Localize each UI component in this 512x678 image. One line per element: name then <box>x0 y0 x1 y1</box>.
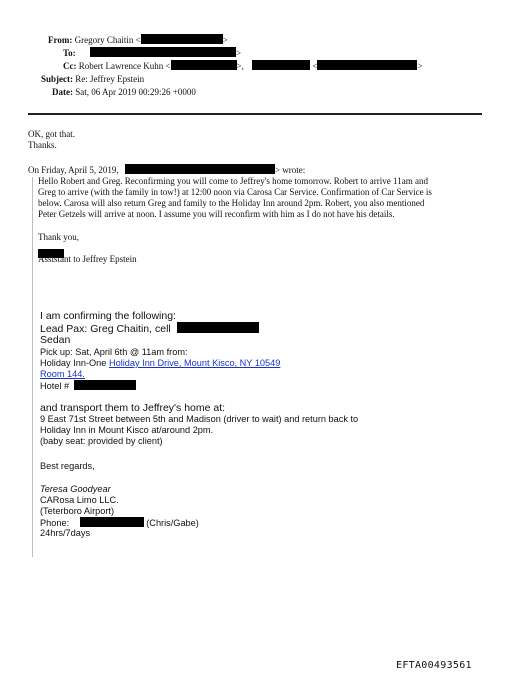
cc-line: Cc: Robert Lawrence Kuhn < >, < > <box>63 61 423 71</box>
hotel-prefix: Holiday Inn-One <box>40 358 109 368</box>
reply-line-1: OK, got that. <box>28 129 75 139</box>
quoted-body-line: below. Carosa will also return Greg and family to the Holiday Inn around 2pm. Robert, you also mentioned <box>38 198 425 208</box>
date-label: Date: <box>52 87 73 97</box>
quoted-body-line: Greg to arrive (with the family in tow!) at 12:00 noon via Carosa Car Service. Confirmation of Car Service is <box>38 187 432 197</box>
from-name: Gregory Chaitin < <box>74 35 141 45</box>
phone-names: (Chris/Gabe) <box>146 518 199 528</box>
confirm-heading: I am confirming the following: <box>40 310 176 322</box>
redaction <box>141 34 223 44</box>
date-line <box>52 86 196 99</box>
signoff-thanks: Thank you, <box>38 232 79 242</box>
pickup: Pick up: Sat, April 6th @ 11am from: <box>40 347 188 357</box>
quoted-body-line: Peter Getzels will arrive at noon. I assume you will reconfirm with him as I do not have his details. <box>38 209 395 219</box>
from-line: From: Gregory Chaitin < > <box>48 35 228 45</box>
lead-pax-text: Lead Pax: Greg Chaitin, cell <box>40 323 171 335</box>
quoted-intro-suffix: > wrote: <box>274 165 306 175</box>
subject-label: Subject: <box>41 74 73 84</box>
lead-pax <box>40 322 259 335</box>
baby-seat: (baby seat: provided by client) <box>40 436 163 446</box>
header-divider <box>28 113 482 115</box>
redaction <box>317 60 417 70</box>
hours: 24hrs/7days <box>40 528 91 538</box>
quoted-intro-prefix: On Friday, April 5, 2019, <box>28 165 119 175</box>
redaction <box>125 164 275 174</box>
hotel-number-label: Hotel # <box>40 381 70 391</box>
redaction <box>177 322 259 333</box>
date-text: Sat, 06 Apr 2019 00:29:26 +0000 <box>75 87 196 97</box>
return: Holiday Inn in Mount Kisco at/around 2pm. <box>40 425 214 435</box>
document-id: EFTA00493561 <box>396 660 472 671</box>
phone-label: Phone: <box>40 518 70 528</box>
from-label: From: <box>48 35 73 45</box>
subject-text: Re: Jeffrey Epstein <box>75 74 145 84</box>
room-link[interactable]: Room 144. <box>40 369 85 379</box>
signoff-title: Assistant to Jeffrey Epstein <box>38 254 137 264</box>
hotel-address <box>40 358 280 369</box>
redaction <box>171 60 237 70</box>
to-line: To: > <box>63 48 242 58</box>
to-label: To: <box>63 48 76 58</box>
cc-label: Cc: <box>63 61 77 71</box>
signature-name: Teresa Goodyear <box>40 484 111 494</box>
cc-name: Robert Lawrence Kuhn < <box>78 61 171 71</box>
location: (Teterboro Airport) <box>40 506 115 516</box>
transport: and transport them to Jeffrey's home at: <box>40 402 226 414</box>
redaction <box>252 60 310 70</box>
address: 9 East 71st Street between 5th and Madison (driver to wait) and return back to <box>40 414 359 424</box>
hotel-address-link[interactable]: Holiday Inn Drive, Mount Kisco, NY 10549 <box>108 358 281 368</box>
regards: Best regards, <box>40 461 95 471</box>
vehicle: Sedan <box>40 334 71 346</box>
subject-line <box>41 73 144 86</box>
redaction <box>74 380 136 390</box>
quoted-intro <box>28 164 305 176</box>
cc-comma: >, <box>236 61 244 71</box>
cc-lt: < <box>312 61 318 71</box>
quoted-body-line: Hello Robert and Greg. Reconfirming you will come to Jeffrey's home tomorrow. Robert to arrive 11am and <box>38 176 428 186</box>
room-line <box>40 369 85 380</box>
redaction <box>90 47 236 57</box>
reply-line-2: Thanks. <box>28 140 57 150</box>
redaction <box>80 517 144 527</box>
hotel-number <box>40 380 136 392</box>
company: CARosa Limo LLC. <box>40 495 119 505</box>
